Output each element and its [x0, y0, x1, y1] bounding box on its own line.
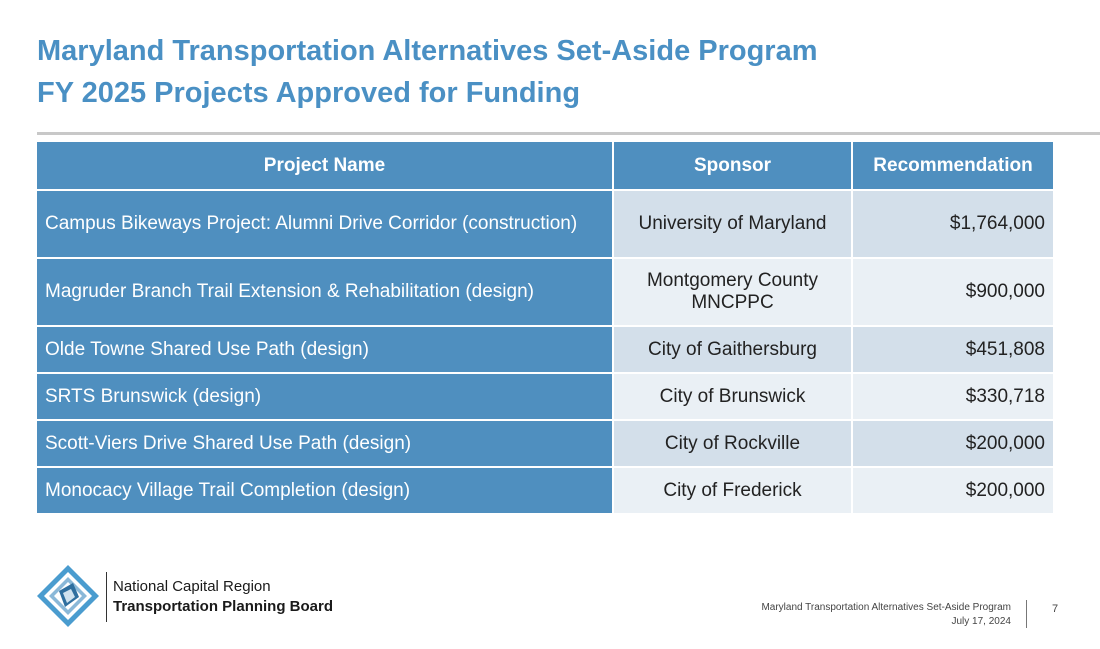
- project-name-cell: Campus Bikeways Project: Alumni Drive Corridor (construction): [37, 189, 614, 257]
- table-row: [37, 372, 1053, 419]
- footer-presentation-title: Maryland Transportation Alternatives Set-Aside Program: [761, 602, 1011, 613]
- sponsor-cell: City of Gaithersburg: [614, 325, 853, 372]
- sponsor-cell: Montgomery County MNCPPC: [614, 257, 853, 325]
- amount-cell: $451,808: [853, 325, 1053, 372]
- slide-title: [37, 30, 818, 114]
- title-line-1: Maryland Transportation Alternatives Set-Aside Program: [37, 35, 818, 67]
- sponsor-cell: City of Rockville: [614, 419, 853, 466]
- table-header-row: [37, 142, 1053, 189]
- header-recommendation: Recommendation: [853, 142, 1053, 189]
- header-sponsor: Sponsor: [614, 142, 853, 189]
- sponsor-cell: City of Frederick: [614, 466, 853, 513]
- title-line-2: FY 2025 Projects Approved for Funding: [37, 77, 581, 109]
- table-row: [37, 466, 1053, 513]
- project-name-cell: Olde Towne Shared Use Path (design): [37, 325, 614, 372]
- amount-cell: $1,764,000: [853, 189, 1053, 257]
- header-project-name: Project Name: [37, 142, 614, 189]
- table-row: [37, 419, 1053, 466]
- footer-info: [761, 601, 1011, 629]
- title-divider: [37, 132, 1100, 135]
- tpb-logo-icon: [35, 563, 101, 629]
- project-name-cell: SRTS Brunswick (design): [37, 372, 614, 419]
- project-name-cell: Magruder Branch Trail Extension & Rehabilitation (design): [37, 257, 614, 325]
- page-number: 7: [1052, 603, 1059, 615]
- amount-cell: $200,000: [853, 419, 1053, 466]
- amount-cell: $330,718: [853, 372, 1053, 419]
- project-name-cell: Scott-Viers Drive Shared Use Path (design): [37, 419, 614, 466]
- amount-cell: $900,000: [853, 257, 1053, 325]
- project-name-cell: Monocacy Village Trail Completion (design): [37, 466, 614, 513]
- footer-date: July 17, 2024: [951, 616, 1011, 627]
- projects-table: [37, 142, 1053, 513]
- sponsor-cell: City of Brunswick: [614, 372, 853, 419]
- footer-divider: [1026, 600, 1027, 628]
- sponsor-cell: University of Maryland: [614, 189, 853, 257]
- org-name-line-1: National Capital Region: [113, 578, 271, 595]
- logo-divider: [106, 572, 107, 622]
- table-row: [37, 325, 1053, 372]
- org-name-line-2: Transportation Planning Board: [113, 598, 334, 615]
- table-row: [37, 257, 1053, 325]
- amount-cell: $200,000: [853, 466, 1053, 513]
- table-row: [37, 189, 1053, 257]
